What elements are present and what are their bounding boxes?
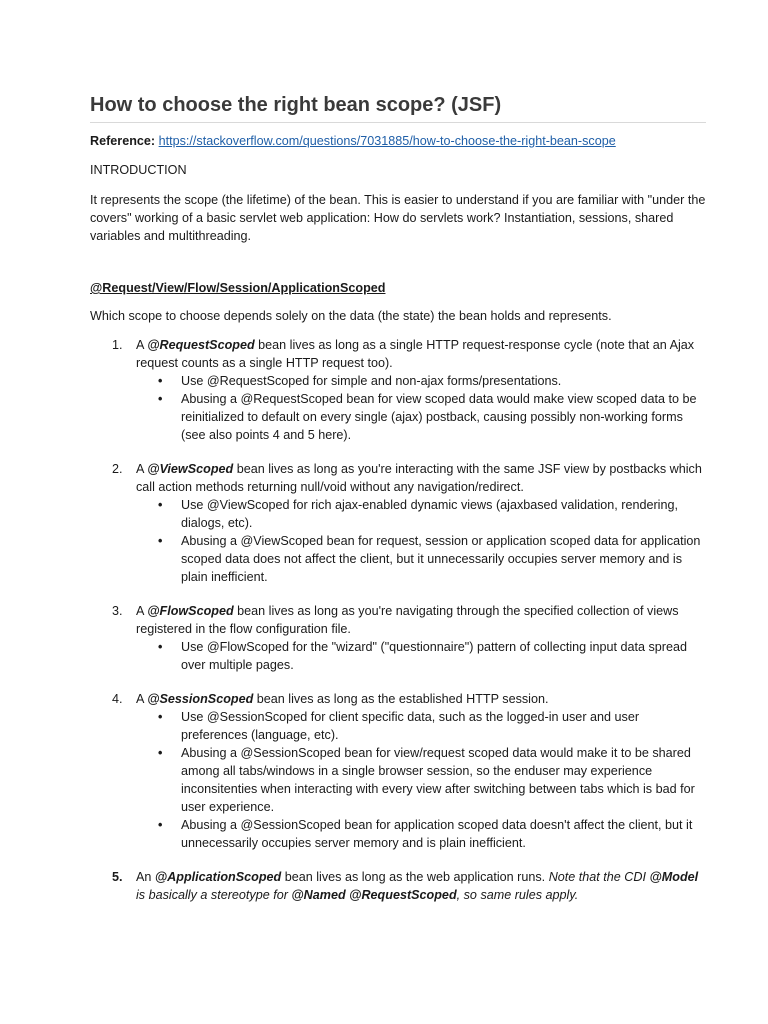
item-text: A @ViewScoped bean lives as long as you're interacting with the same JSF view by postbacks which call action methods returning null/void without any navigation/redirect. [136, 462, 702, 494]
scope-name: @FlowScoped [147, 604, 234, 618]
title-divider [90, 122, 706, 123]
intro-paragraph: It represents the scope (the lifetime) of the bean. This is easier to understand if you are familiar with "under the covers" working of a basic servlet web application: How do servlets work? Instantiation, sessions, shared variables and multithreading. [90, 193, 706, 243]
item-number: 3. [112, 604, 123, 618]
bullet-item: • Abusing a @SessionScoped bean for application scoped data doesn't affect the client, but it unnecessarily occupies server memory and is plain inefficient. [158, 818, 693, 850]
item-number: 4. [112, 692, 123, 706]
section-heading: @Request/View/Flow/Session/ApplicationScoped [90, 281, 386, 295]
item-number: 1. [112, 338, 123, 352]
bullet-icon: • [158, 746, 163, 760]
list-item [90, 460, 706, 586]
bullet-item: • Use @RequestScoped for simple and non-ajax forms/presentations. [158, 374, 562, 388]
bullet-item: • Use @FlowScoped for the "wizard" ("questionnaire") pattern of collecting input data spread over multiple pages. [158, 640, 687, 672]
bullet-icon: • [158, 640, 163, 654]
scope-name: @RequestScoped [147, 338, 255, 352]
scope-name: @ApplicationScoped [154, 870, 282, 884]
list-item [90, 868, 706, 904]
scope-name: @SessionScoped [147, 692, 254, 706]
scope-list [90, 336, 706, 904]
reference-link[interactable]: https://stackoverflow.com/questions/7031885/how-to-choose-the-right-bean-scope [158, 134, 616, 148]
item-text: A @SessionScoped bean lives as long as the established HTTP session. [136, 692, 549, 706]
bullet-list [136, 496, 706, 586]
bullet-icon: • [158, 498, 163, 512]
intro-heading: INTRODUCTION [90, 163, 187, 177]
bullet-item: • Abusing a @SessionScoped bean for view/request scoped data would make it to be shared among all tabs/windows in a single browser session, so the enduser may experience inconsitenties when interacting with every view after switching between tabs which is bad for user experience. [158, 746, 695, 814]
page-title: How to choose the right bean scope? (JSF) [90, 94, 502, 116]
scope-name: @ViewScoped [147, 462, 234, 476]
item-text: An @ApplicationScoped bean lives as long as the web application runs. Note that the CDI @Model is basically a stereotype for @Named @RequestScoped, so same rules apply. [136, 870, 699, 902]
reference-label: Reference: [90, 134, 156, 148]
bullet-icon: • [158, 710, 163, 724]
document-page [90, 92, 706, 920]
bullet-icon: • [158, 534, 163, 548]
item-number: 2. [112, 462, 123, 476]
bullet-list [136, 372, 706, 444]
item-number: 5. [112, 870, 123, 884]
bullet-list [136, 708, 706, 852]
bullet-item: • Use @SessionScoped for client specific data, such as the logged-in user and user preferences (language, etc). [158, 710, 640, 742]
bullet-icon: • [158, 392, 163, 406]
bullet-item: • Abusing a @ViewScoped bean for request, session or application scoped data for application scoped data does not affect the client, but it unnecessarily occupies server memory and is plain inefficient. [158, 534, 701, 584]
bullet-item: • Abusing a @RequestScoped bean for view scoped data would make view scoped data to be reinitialized to default on every single (ajax) postback, causing possibly non-working forms (see also points 4 and 5 here). [158, 392, 697, 442]
bullet-list [136, 638, 706, 674]
section-lead: Which scope to choose depends solely on the data (the state) the bean holds and represents. [90, 309, 612, 323]
named-annotation: @Named @RequestScoped [291, 888, 457, 902]
item-text: A @FlowScoped bean lives as long as you're navigating through the specified collection of views registered in the flow configuration file. [136, 604, 679, 636]
bullet-icon: • [158, 818, 163, 832]
list-item [90, 602, 706, 674]
reference-line [90, 132, 706, 150]
list-item [90, 690, 706, 852]
model-annotation: @Model [649, 870, 699, 884]
item-text: A @RequestScoped bean lives as long as a single HTTP request-response cycle (note that an Ajax request counts as a single HTTP request too). [136, 338, 695, 370]
bullet-icon: • [158, 374, 163, 388]
bullet-item: • Use @ViewScoped for rich ajax-enabled dynamic views (ajaxbased validation, rendering, dialogs, etc). [158, 498, 678, 530]
list-item [90, 336, 706, 444]
